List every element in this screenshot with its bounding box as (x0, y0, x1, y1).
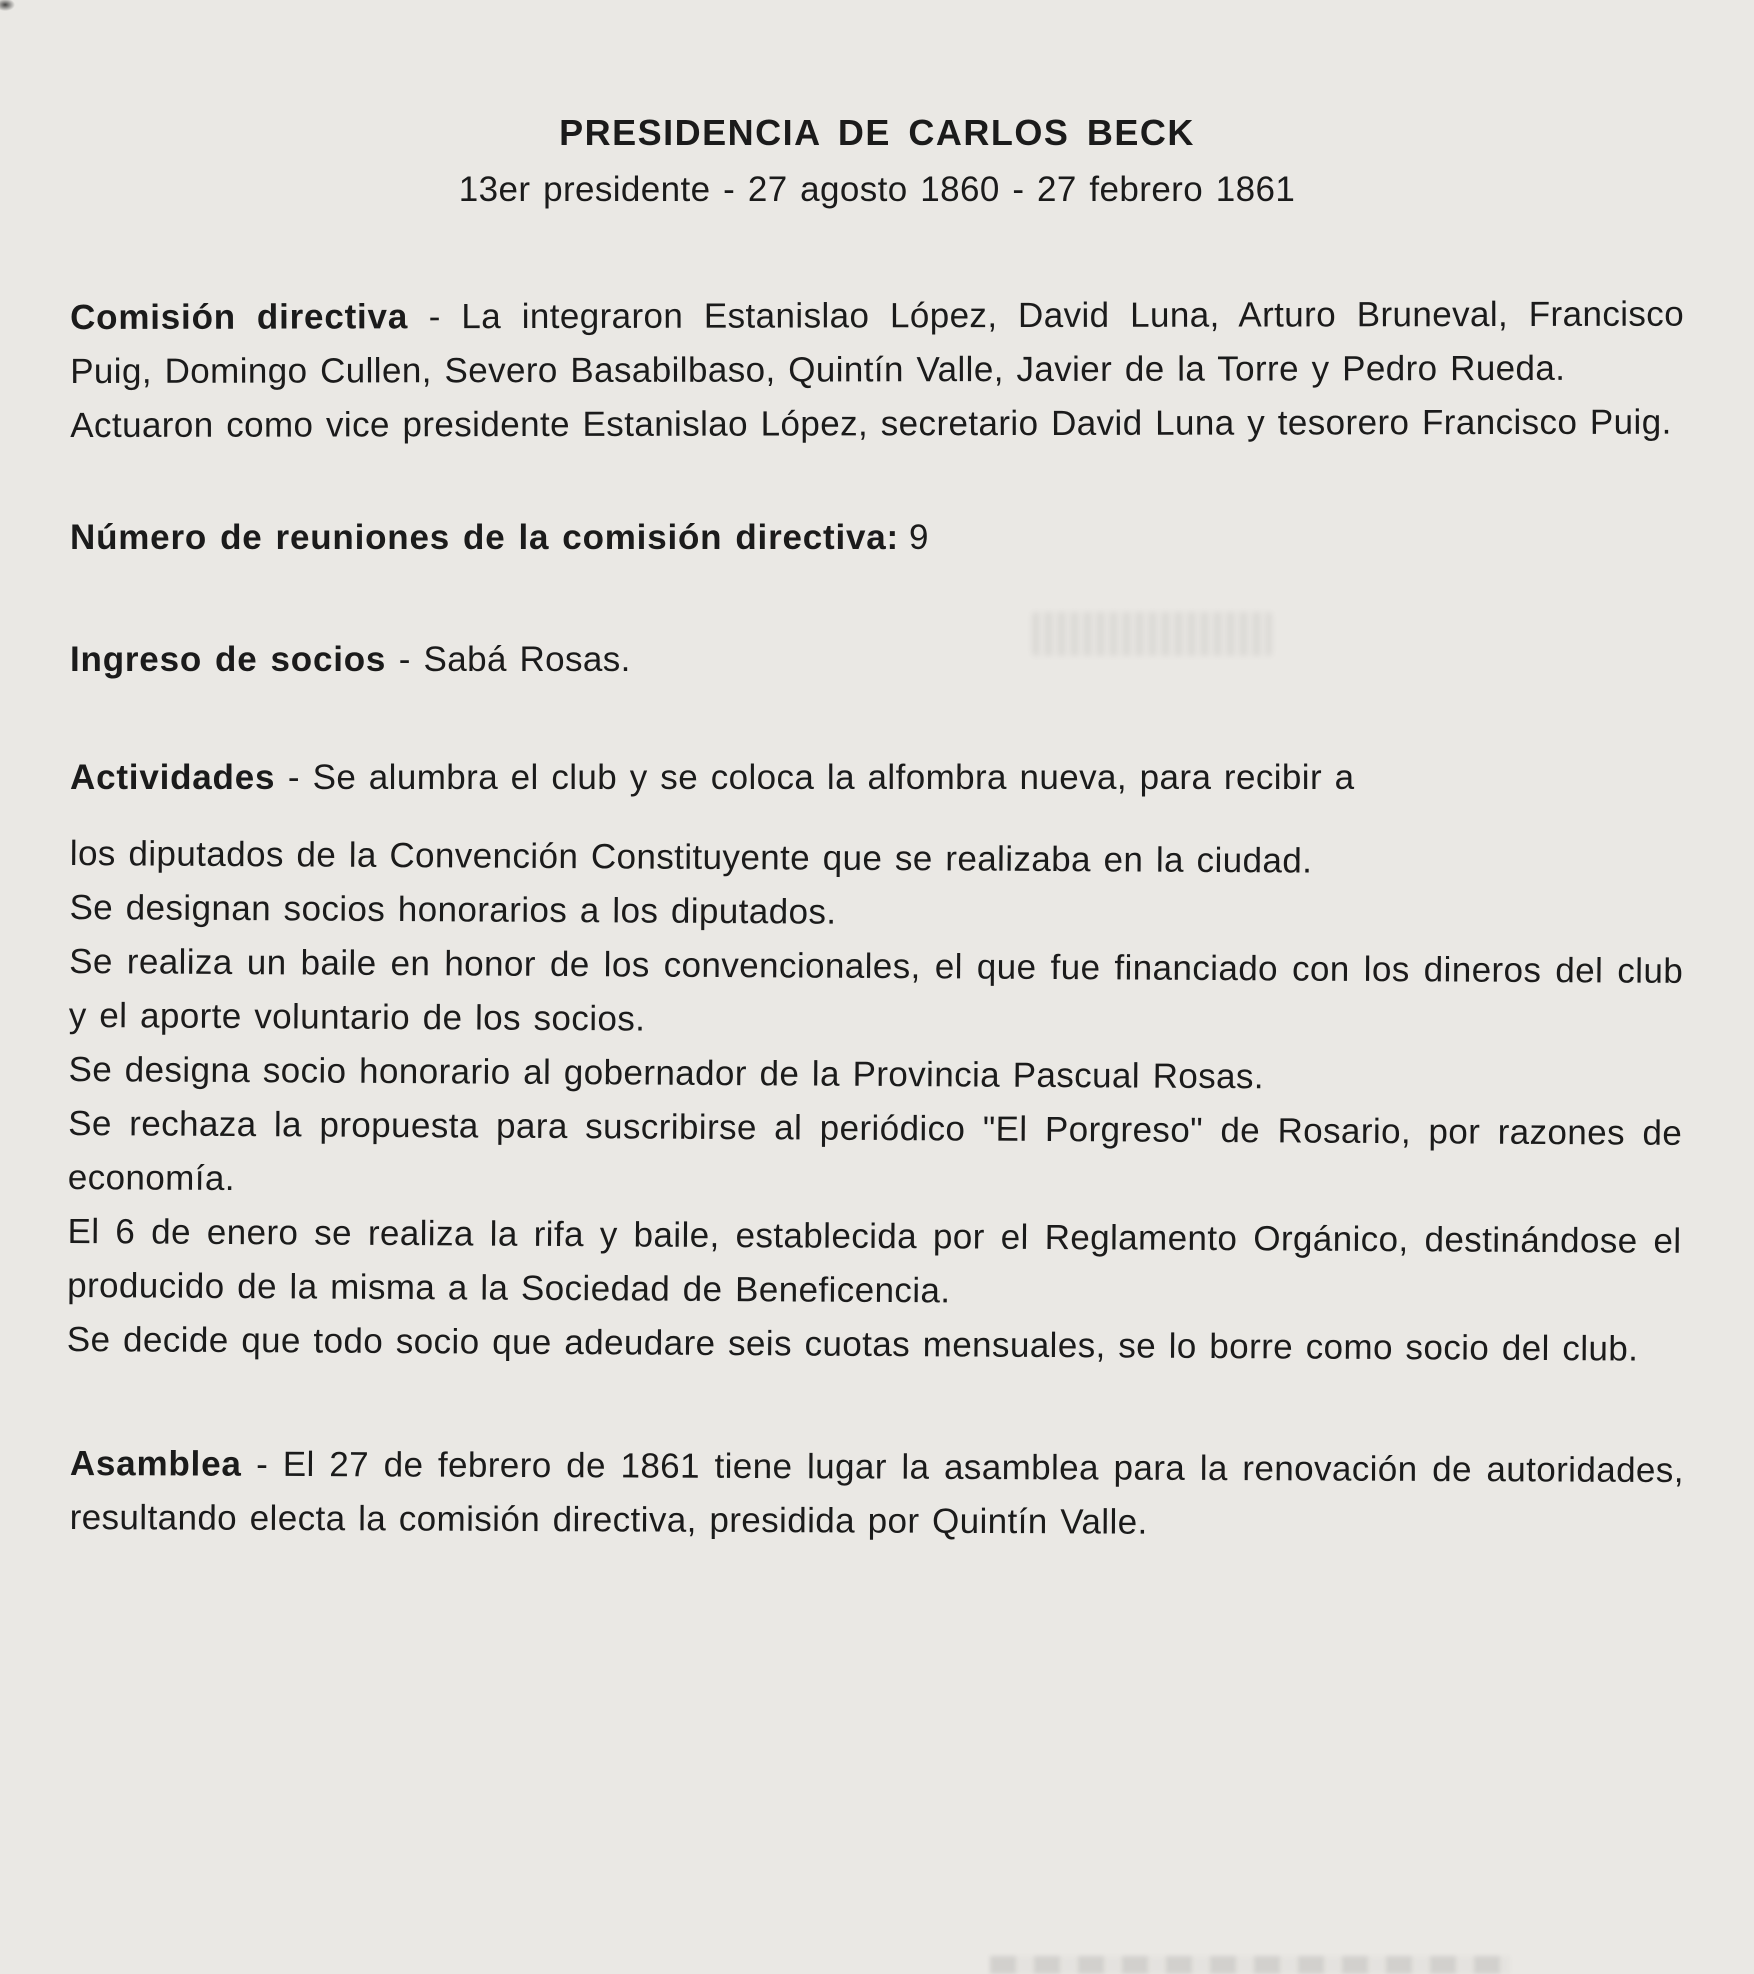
page-bleed-artifact (990, 1956, 1510, 1974)
document-title: PRESIDENCIA DE CARLOS BECK (559, 112, 1195, 153)
comision-paragraph-2: Actuaron como vice presidente Estanislao López, secretario David Luna y tesorero Francisco Puig. (70, 402, 1672, 445)
document-subtitle: 13er presidente - 27 agosto 1860 - 27 febrero 1861 (458, 170, 1296, 209)
section-comision-directiva (70, 288, 1684, 453)
scan-smudge-artifact (1032, 612, 1272, 656)
actividades-item: los diputados de la Convención Constituyente que se realizaba en la ciudad. (69, 833, 1313, 881)
asamblea-paragraph (70, 1437, 1684, 1552)
ingreso-line (70, 633, 1684, 687)
section-ingreso-socios (70, 633, 1684, 687)
actividades-item: El 6 de enero se realiza la rifa y baile, establecida por el Reglamento Orgánico, destinándose el producido de la misma a la Sociedad de Beneficencia. (67, 1211, 1682, 1311)
ingreso-body: Sabá Rosas. (423, 640, 631, 679)
actividades-item: Se realiza un baile en honor de los convencionales, el que fue financiado con los dineros del club y el aporte voluntario de los socios. (68, 941, 1684, 1039)
reuniones-label: Número de reuniones de la comisión directiva: (70, 518, 899, 557)
asamblea-separator: - (241, 1444, 283, 1484)
document-header (70, 112, 1684, 217)
section-actividades (66, 751, 1684, 1369)
asamblea-body: El 27 de febrero de 1861 tiene lugar la asamblea para la renovación de autoridades, resultando electa la comisión directiva, presidida por Quintín Valle. (69, 1444, 1684, 1542)
comision-paragraph (70, 288, 1684, 399)
section-numero-reuniones (70, 511, 1684, 565)
actividades-item: Se designan socios honorarios a los diputados. (69, 887, 837, 932)
comision-body: La integraron Estanislao López, David Luna, Arturo Bruneval, Francisco Puig, Domingo Cullen, Severo Basabilbaso, Quintín Valle, Javier de la Torre y Pedro Rueda. (70, 294, 1685, 391)
reuniones-value: 9 (908, 518, 929, 557)
actividades-lead: Actividades (70, 758, 276, 797)
comision-separator: - (408, 297, 462, 337)
actividades-lead-line (70, 751, 1684, 805)
ingreso-lead: Ingreso de socios (70, 640, 387, 679)
section-asamblea (70, 1437, 1684, 1552)
actividades-item: Se decide que todo socio que adeudare seis cuotas mensuales, se lo borre como socio del club. (66, 1319, 1639, 1369)
actividades-item-list (67, 827, 1684, 1377)
actividades-intro: Se alumbra el club y se coloca la alfombra nueva, para recibir a (312, 758, 1355, 797)
asamblea-lead: Asamblea (69, 1443, 242, 1484)
comision-lead: Comisión directiva (70, 297, 409, 337)
actividades-separator: - (275, 758, 313, 797)
actividades-item: Se rechaza la propuesta para suscribirse al periódico "El Porgreso" de Rosario, por razones de economía. (67, 1103, 1683, 1199)
reuniones-line (70, 511, 1684, 565)
actividades-item: Se designa socio honorario al gobernador de la Provincia Pascual Rosas. (68, 1049, 1265, 1097)
ingreso-separator: - (386, 640, 424, 679)
scan-speck-artifact (0, 0, 26, 16)
